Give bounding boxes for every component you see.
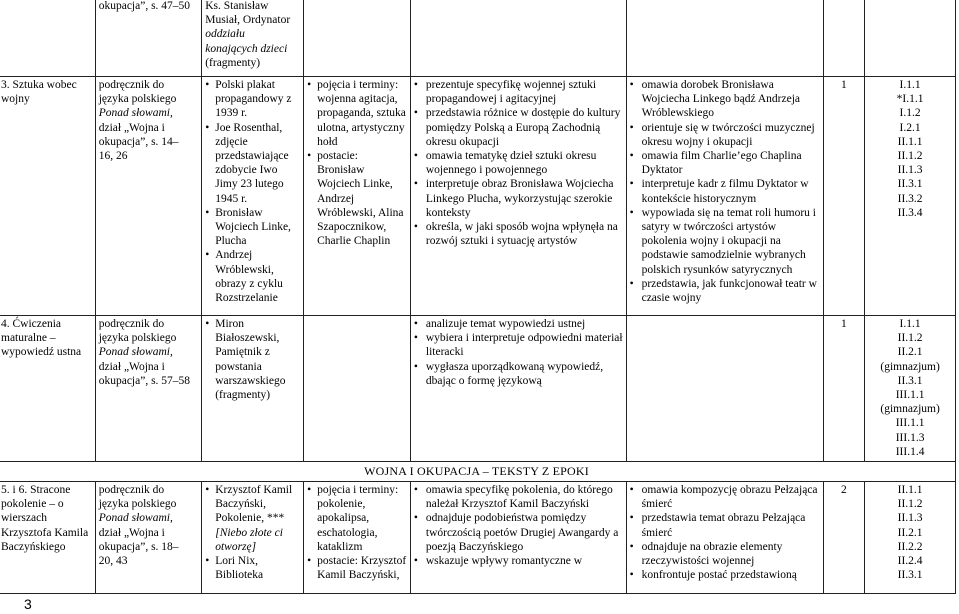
- table-row: [0, 316, 956, 462]
- requirement-item: • omawia specyfikę pokolenia, do którego należał Krzysztof Kamil Baczyński: [414, 483, 623, 511]
- basic-requirements-cell: [410, 77, 626, 316]
- hours-cell: 1: [823, 316, 865, 462]
- terms-cell: [304, 482, 411, 594]
- requirement-item: • orientuje się w twórczości muzycznej okresu wojny i okupacji: [630, 121, 820, 149]
- term-item: • pojęcia i terminy: wojenna agitacja, propaganda, sztuka ulotna, artystyczny hołd: [307, 78, 407, 149]
- requirement-item: • wygłasza uporządkowaną wypowiedź, dbając o formę językową: [414, 360, 623, 388]
- texts-cell: [202, 316, 304, 462]
- term-item: • pojęcia i terminy: pokolenie, apokalipsa, eschatologia, kataklizm: [307, 483, 407, 554]
- requirement-item: • omawia kompozycję obrazu Pełzająca śmierć: [630, 483, 820, 511]
- requirement-item: • omawia tematykę dzieł sztuki okresu wojennego i powojennego: [414, 149, 623, 177]
- requirement-item: • interpretuje kadr z filmu Dyktator w kontekście historycznym: [630, 177, 820, 205]
- requirement-item: • odnajduje podobieństwa pomiędzy twórczością poetów Drugiej Awangardy a poezją Baczyńskiego: [414, 511, 623, 554]
- topic-cell: 3. Sztuka wobec wojny: [0, 77, 95, 316]
- requirement-item: • omawia film Charlie’ego Chaplina Dyktator: [630, 149, 820, 177]
- table-row: [0, 0, 956, 77]
- requirement-item: • przedstawia temat obrazu Pełzająca śmierć: [630, 511, 820, 539]
- term-item: • postacie: Krzysztof Kamil Baczyński,: [307, 554, 407, 582]
- textbook-cell: podręcznik do języka polskiego Ponad słowami, dział „Wojna i okupacja”, s. 18– 20, 43: [95, 482, 202, 594]
- extended-requirements-cell: [626, 77, 823, 316]
- requirement-item: • przedstawia, jak funkcjonował teatr w czasie wojny: [630, 277, 820, 305]
- section-heading: WOJNA I OKUPACJA – TEKSTY Z EPOKI: [0, 462, 956, 482]
- table-row: [0, 77, 956, 316]
- requirement-item: • wskazuje wpływy romantyczne w: [414, 554, 623, 568]
- text-item: • Krzysztof Kamil Baczyński, Pokolenie, *** [Niebo złote ci otworzę]: [205, 483, 300, 554]
- textbook-cell: podręcznik do języka polskiego Ponad słowami, dział „Wojna i okupacja”, s. 57–58: [95, 316, 202, 462]
- topic-cell: [0, 0, 95, 77]
- topic-cell: 5. i 6. Stracone pokolenie – o wierszach Krzysztofa Kamila Baczyńskiego: [0, 482, 95, 594]
- text-item: • Andrzej Wróblewski, obrazy z cyklu Rozstrzelanie: [205, 248, 300, 305]
- section-row: [0, 462, 956, 482]
- codes-cell: I.1.1 II.1.2 II.2.1 (gimnazjum) II.3.1 III.1.1 (gimnazjum) III.1.1 III.1.3 III.1.4: [865, 316, 956, 462]
- extended-requirements-cell: [626, 482, 823, 594]
- texts-cell: [202, 482, 304, 594]
- codes-cell: II.1.1 II.1.2 II.1.3 II.2.1 II.2.2 II.2.4 II.3.1: [865, 482, 956, 594]
- term-item: • postacie: Bronisław Wojciech Linke, Andrzej Wróblewski, Alina Szapocznikow, Charlie Chaplin: [307, 149, 407, 248]
- text-item: • Miron Białoszewski, Pamiętnik z powstania warszawskiego (fragmenty): [205, 317, 300, 402]
- requirement-item: • prezentuje specyfikę wojennej sztuki propagandowej i agitacyjnej: [414, 78, 623, 106]
- terms-cell: [304, 77, 411, 316]
- requirement-item: • konfrontuje postać przedstawioną: [630, 568, 820, 582]
- text-item: • Polski plakat propagandowy z 1939 r.: [205, 78, 300, 121]
- codes-cell: I.1.1 *I.1.1 I.1.2 I.2.1 II.1.1 II.1.2 II.1.3 II.3.1 II.3.2 II.3.4: [865, 77, 956, 316]
- requirement-item: • omawia dorobek Bronisława Wojciecha Linkego bądź Andrzeja Wróblewskiego: [630, 78, 820, 121]
- basic-requirements-cell: [410, 316, 626, 462]
- text-item: • Lori Nix, Biblioteka: [205, 554, 300, 582]
- hours-cell: [823, 0, 865, 77]
- requirement-item: • wybiera i interpretuje odpowiedni materiał literacki: [414, 331, 623, 359]
- textbook-cell: podręcznik do języka polskiego Ponad słowami, dział „Wojna i okupacja”, s. 14– 16, 26: [95, 77, 202, 316]
- text-item: • Bronisław Wojciech Linke, Plucha: [205, 206, 300, 249]
- codes-cell: [865, 0, 956, 77]
- texts-cell: Ks. Stanisław Musiał, Ordynator oddziału konających dzieci (fragmenty): [202, 0, 304, 77]
- extended-requirements-cell: [626, 316, 823, 462]
- text-item: • Joe Rosenthal, zdjęcie przedstawiające zdobycie Iwo Jimy 23 lutego 1945 r.: [205, 121, 300, 206]
- basic-requirements-cell: [410, 482, 626, 594]
- requirement-item: • określa, w jaki sposób wojna wpłynęła na rozwój sztuki i sytuację artystów: [414, 220, 623, 248]
- requirement-item: • odnajduje na obrazie elementy rzeczywistości wojennej: [630, 540, 820, 568]
- requirement-item: • wypowiada się na temat roli humoru i satyry w twórczości artystów pokolenia wojny i okupacji na podstawie samodzielnie wybranych polskich rysunków satyrycznych: [630, 206, 820, 277]
- hours-cell: 2: [823, 482, 865, 594]
- texts-cell: [202, 77, 304, 316]
- hours-cell: 1: [823, 77, 865, 316]
- page-number: 3: [24, 596, 32, 612]
- requirement-item: • przedstawia różnice w dostępie do kultury pomiędzy Polską a Europą Zachodnią okresu okupacji: [414, 106, 623, 149]
- topic-cell: 4. Ćwiczenia maturalne – wypowiedź ustna: [0, 316, 95, 462]
- basic-requirements-cell: [410, 0, 626, 77]
- textbook-cell: okupacja”, s. 47–50: [95, 0, 202, 77]
- terms-cell: [304, 0, 411, 77]
- table-row: [0, 482, 956, 594]
- terms-cell: [304, 316, 411, 462]
- requirement-item: • interpretuje obraz Bronisława Wojciecha Linkego Plucha, wykorzystując szerokie konteksty: [414, 177, 623, 220]
- extended-requirements-cell: [626, 0, 823, 77]
- requirement-item: • analizuje temat wypowiedzi ustnej: [414, 317, 623, 331]
